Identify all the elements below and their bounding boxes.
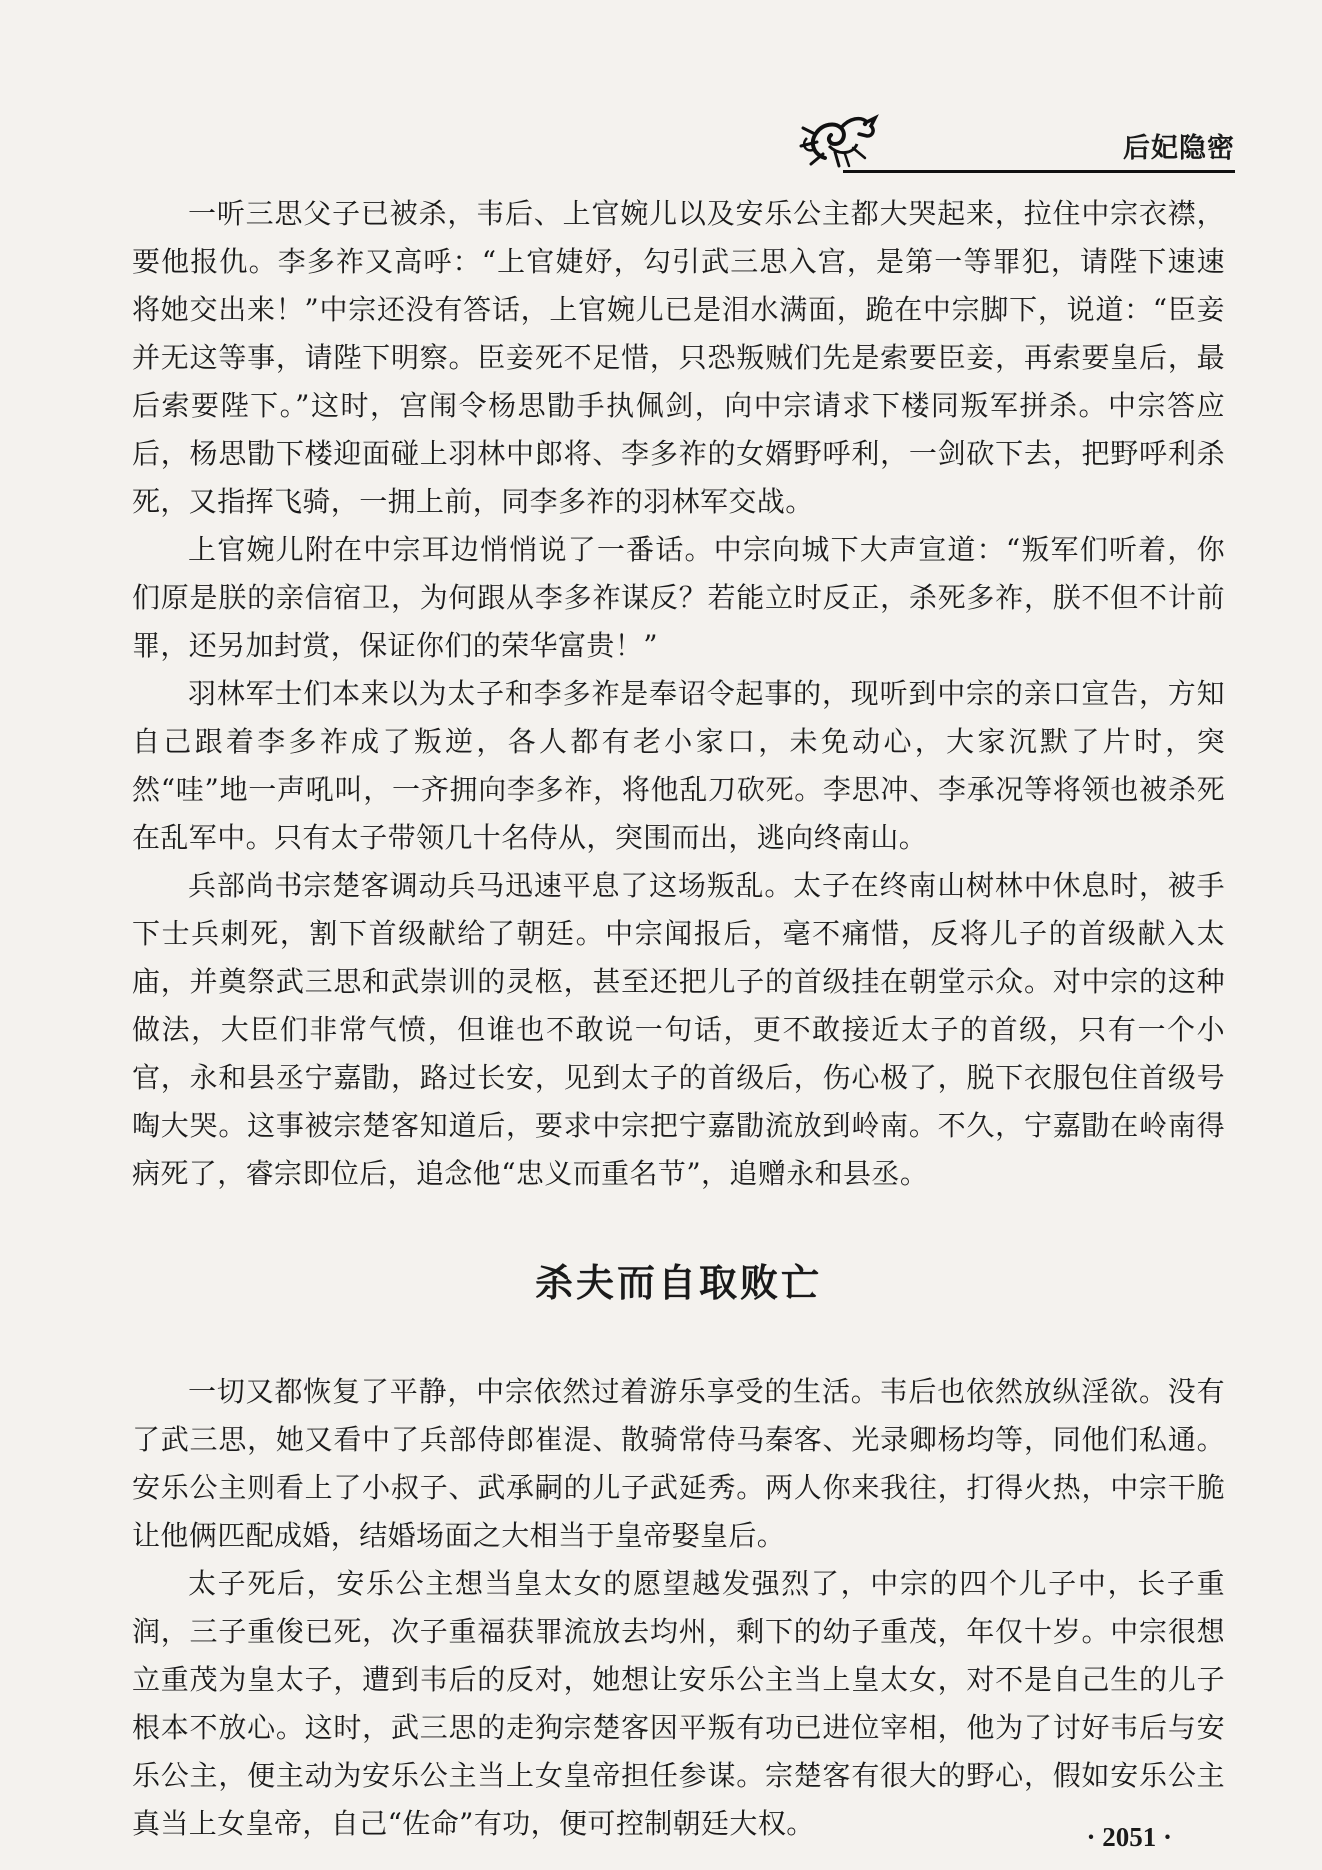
paragraph: 兵部尚书宗楚客调动兵马迅速平息了这场叛乱。太子在终南山树林中休息时，被手下士兵刺死，割下首级献给了朝廷。中宗闻报后，毫不痛惜，反将儿子的首级献入太庙，并奠祭武三思和武崇训的灵柩，甚至还把儿子的首级挂在朝堂示众。对中宗的这种做法，大臣们非常气愤，但谁也不敢说一句话，更不敢接近太子的首级，只有一个小官，永和县丞宁嘉勖，路过长安，见到太子的首级后，伤心极了，脱下衣服包住首级号啕大哭。这事被宗楚客知道后，要求中宗把宁嘉勖流放到岭南。不久，宁嘉勖在岭南得病死了，睿宗即位后，追念他“忠义而重名节”，追赠永和县丞。 [132, 869, 1225, 1190]
page-number: · 2051 · [1086, 1822, 1172, 1852]
section-title: 杀夫而自取败亡 [534, 1261, 822, 1305]
paragraph: 一切又都恢复了平静，中宗依然过着游乐享受的生活。韦后也依然放纵淫欲。没有了武三思，她又看中了兵部侍郎崔湜、散骑常侍马秦客、光录卿杨均等，同他们私通。安乐公主则看上了小叔子、武承嗣的儿子武延秀。两人你来我往，打得火热，中宗干脆让他俩匹配成婚，结婚场面之大相当于皇帝娶皇后。 [132, 1375, 1225, 1552]
dragon-ornament-icon [795, 108, 885, 170]
paragraph: 太子死后，安乐公主想当皇太女的愿望越发强烈了，中宗的四个儿子中，长子重润，三子重俊已死，次子重福获罪流放去均州，剩下的幼子重茂，年仅十岁。中宗很想立重茂为皇太子，遭到韦后的反对，她想让安乐公主当上皇太女，对不是自己生的儿子根本不放心。这时，武三思的走狗宗楚客因平叛有功已进位宰相，他为了讨好韦后与安乐公主，便主动为安乐公主当上女皇帝担任参谋。宗楚客有很大的野心，假如安乐公主真当上女皇帝，自己“佐命”有功，便可控制朝廷大权。 [132, 1567, 1225, 1840]
running-head: 后妃隐密 [1123, 133, 1235, 164]
paragraph: 上官婉儿附在中宗耳边悄悄说了一番话。中宗向城下大声宣道：“叛军们听着，你们原是朕的亲信宿卫，为何跟从李多祚谋反？若能立时反正，杀死多祚，朕不但不计前罪，还另加封赏，保证你们的荣华富贵！” [132, 533, 1225, 662]
paragraph: 羽林军士们本来以为太子和李多祚是奉诏令起事的，现听到中宗的亲口宣告，方知自己跟着李多祚成了叛逆，各人都有老小家口，未免动心，大家沉默了片时，突然“哇”地一声吼叫，一齐拥向李多祚，将他乱刀砍死。李思冲、李承况等将领也被杀死在乱军中。只有太子带领几十名侍从，突围而出，逃向终南山。 [132, 677, 1225, 854]
paragraph: 一听三思父子已被杀，韦后、上官婉儿以及安乐公主都大哭起来，拉住中宗衣襟，要他报仇。李多祚又高呼：“上官婕妤，勾引武三思入宫，是第一等罪犯，请陛下速速将她交出来！”中宗还没有答话，上官婉儿已是泪水满面，跪在中宗脚下，说道：“臣妾并无这等事，请陛下明察。臣妾死不足惜，只恐叛贼们先是索要臣妾，再索要皇后，最后索要陛下。”这时，宫闱令杨思勖手执佩剑，向中宗请求下楼同叛军拼杀。中宗答应后，杨思勖下楼迎面碰上羽林中郎将、李多祚的女婿野呼利，一剑砍下去，把野呼利杀死，又指挥飞骑，一拥上前，同李多祚的羽林军交战。 [132, 197, 1225, 518]
header-rule [843, 170, 1235, 173]
page-header [795, 108, 1235, 178]
page-body [132, 190, 1225, 1848]
